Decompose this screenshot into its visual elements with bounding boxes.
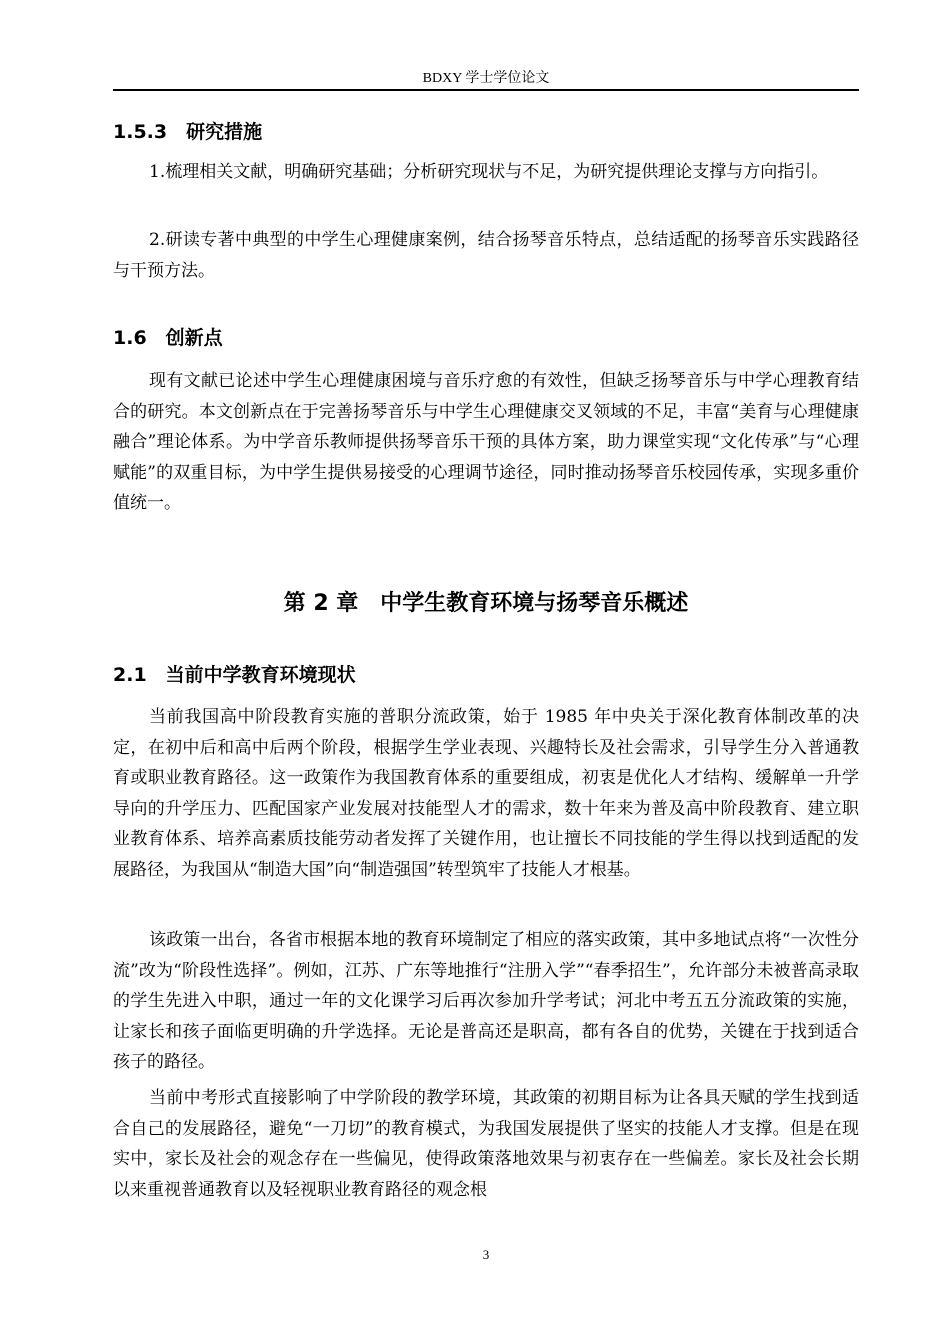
paragraph-research-measure-2: 2.研读专著中典型的中学生心理健康案例，结合扬琴音乐特点，总结适配的扬琴音乐实践路径与干预方法。: [113, 230, 859, 281]
paragraph-innovation: 现有文献已论述中学生心理健康困境与音乐疗愈的有效性，但缺乏扬琴音乐与中学心理教育结合的研究。本文创新点在于完善扬琴音乐与中学生心理健康交叉领域的不足，丰富“美育与心理健康融合”理论体系。为中学音乐教师提供扬琴音乐干预的具体方案，助力课堂实现“文化传承”与“心理赋能”的双重目标，为中学生提供易接受的心理调节途径，同时推动扬琴音乐校园传承，实现多重价值统一。: [113, 371, 859, 513]
paragraph-exam-impact: 当前中考形式直接影响了中学阶段的教学环境，其政策的初期目标为让各具天赋的学生找到适合自己的发展路径，避免“一刀切”的教育模式，为我国发展提供了坚实的技能人才支撑。但是在现实中，家长及社会的观念存在一些偏见，使得政策落地效果与初衷存在一些偏差。家长及社会长期以来重视普通教育以及轻视职业教育路径的观念根: [113, 1088, 859, 1200]
section-heading-1-6: 1.6 创新点: [113, 327, 223, 349]
page-number: 3: [482, 1247, 490, 1262]
section-heading-1-5-3: 1.5.3 研究措施: [113, 121, 263, 143]
paragraph-research-measure-1: 1.梳理相关文献，明确研究基础；分析研究现状与不足，为研究提供理论支撑与方向指引。: [149, 162, 829, 182]
section-heading-2-1: 2.1 当前中学教育环境现状: [113, 664, 356, 686]
paragraph-local-implementation: 该政策一出台，各省市根据本地的教育环境制定了相应的落实政策，其中多地试点将“一次性分流”改为“阶段性选择”。例如，江苏、广东等地推行“注册入学”“春季招生”，允许部分未被普高录取的学生先进入中职，通过一年的文化课学习后再次参加升学考试；河北中考五五分流政策的实施，让家长和孩子面临更明确的升学选择。无论是普高还是职高，都有各自的优势，关键在于找到适合孩子的路径。: [113, 930, 859, 1072]
running-header: BDXY 学士学位论文: [422, 71, 550, 86]
header-rule: [113, 89, 859, 91]
chapter-title: 第 2 章 中学生教育环境与扬琴音乐概述: [283, 591, 689, 616]
paragraph-education-policy: 当前我国高中阶段教育实施的普职分流政策，始于 1985 年中央关于深化教育体制改革的决定，在初中后和高中后两个阶段，根据学生学业表现、兴趣特长及社会需求，引导学生分入普通教育或职业教育路径。这一政策作为我国教育体系的重要组成，初衷是优化人才结构、缓解单一升学导向的升学压力、匹配国家产业发展对技能型人才的需求，数十年来为普及高中阶段教育、建立职业教育体系、培养高素质技能劳动者发挥了关键作用，也让擅长不同技能的学生得以找到适配的发展路径，为我国从“制造大国”向“制造强国”转型筑牢了技能人才根基。: [113, 707, 859, 880]
